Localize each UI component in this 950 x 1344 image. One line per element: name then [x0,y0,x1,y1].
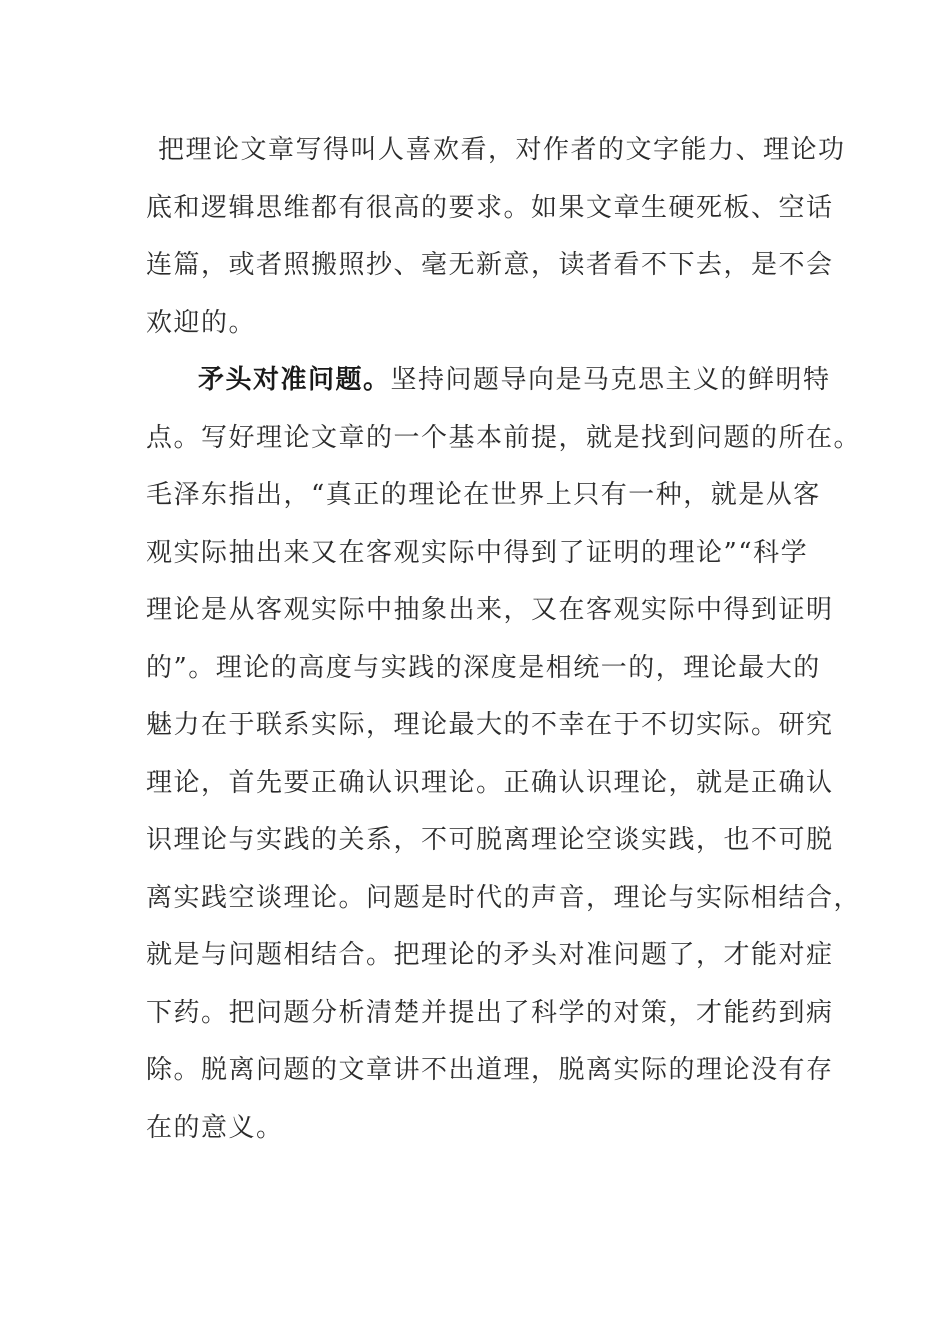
paragraph-2-line: 离实践空谈理论。问题是时代的声音，理论与实际相结合， [146,882,862,913]
paragraph-1-line: 欢迎的。 [146,307,257,338]
paragraph-1-line: 连篇，或者照搬照抄、毫无新意，读者看不下去，是不会 [146,250,834,280]
paragraph-2-line: 的”。理论的高度与实践的深度是相统一的，理论最大的 [146,652,821,683]
paragraph-2-line: 理论，首先要正确认识理论。正确认识理论，就是正确认 [146,767,834,798]
paragraph-2-line: 在的意义。 [146,1112,284,1143]
paragraph-2-line: 识理论与实践的关系，不可脱离理论空谈实践，也不可脱 [146,825,834,855]
paragraph-2 [146,352,862,1157]
document-body [146,122,862,1157]
paragraph-1 [146,122,846,352]
paragraph-2-line: 观实际抽出来又在客观实际中得到了证明的理论”“科学 [146,537,809,568]
paragraph-2-line: 下药。把问题分析清楚并提出了科学的对策，才能药到病 [146,997,834,1028]
paragraph-2-lead-heading: 矛头对准问题。 [198,365,391,395]
paragraph-2-line: 毛泽东指出，“真正的理论在世界上只有一种，就是从客 [146,480,821,510]
paragraph-2-line: 魅力在于联系实际，理论最大的不幸在于不切实际。研究 [146,710,834,740]
paragraph-2-line: 理论是从客观实际中抽象出来，又在客观实际中得到证明 [146,595,834,625]
paragraph-2-line: 除。脱离问题的文章讲不出道理，脱离实际的理论没有存 [146,1055,834,1085]
paragraph-2-first-line [146,352,831,410]
paragraph-1-line: 底和逻辑思维都有很高的要求。如果文章生硬死板、空话 [146,192,834,223]
paragraph-2-line: 就是与问题相结合。把理论的矛头对准问题了，才能对症 [146,940,834,970]
paragraph-1-line: 把理论文章写得叫人喜欢看，对作者的文字能力、理论功 [158,135,846,165]
paragraph-2-first-line-text: 坚持问题导向是马克思主义的鲜明特 [390,365,831,395]
paragraph-2-line: 点。写好理论文章的一个基本前提，就是找到问题的所在。 [146,422,862,453]
